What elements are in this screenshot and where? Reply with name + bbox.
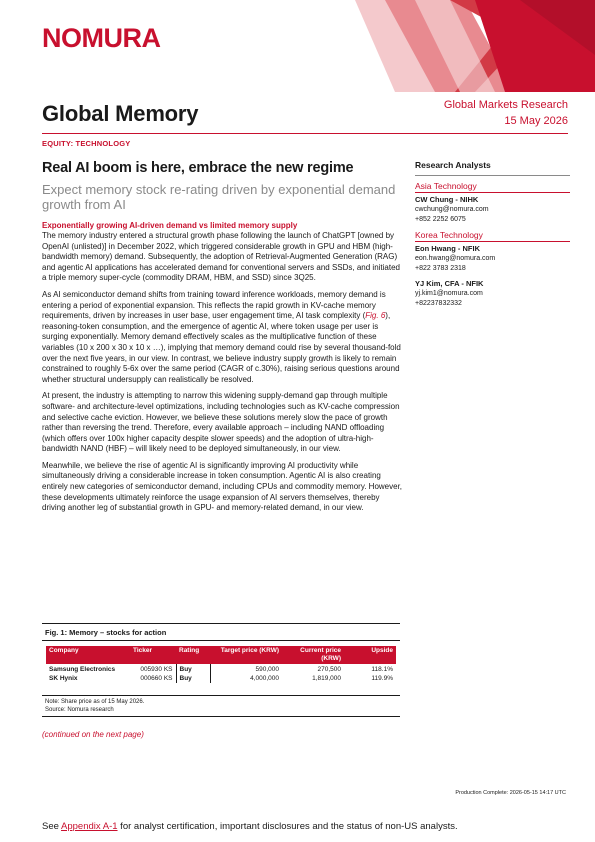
- figure-notes: [42, 695, 400, 714]
- analyst-phone: +822 3783 2318: [415, 265, 466, 272]
- col-ticker: Ticker: [130, 646, 176, 664]
- figure-title: Fig. 1: Memory – stocks for action: [42, 624, 400, 641]
- analyst-name: Eon Hwang - NFIK: [415, 244, 480, 253]
- report-title: Global Memory: [42, 101, 199, 126]
- analyst-yj-kim: [415, 279, 570, 309]
- figure-note: Note: Share price as of 15 May 2026.: [45, 699, 145, 705]
- logo-text: NOMURA: [42, 23, 161, 52]
- sector-label: EQUITY: TECHNOLOGY: [42, 139, 131, 148]
- subheadline: Expect memory stock re-rating driven by exponential demand growth from AI: [42, 182, 396, 212]
- cell-company: SK Hynix: [49, 675, 78, 682]
- continued-note: (continued on the next page): [42, 730, 144, 739]
- col-target-price: Target price (KRW): [210, 646, 282, 664]
- stocks-table: [46, 646, 396, 683]
- table-row: [46, 664, 396, 674]
- col-company: Company: [46, 646, 130, 664]
- paragraph-4: Meanwhile, we believe the rise of agentic AI is significantly improving AI productivity while simultaneously driving a considerable increase in token consumption. Agentic AI is also creating entirely new categories of semiconductor demand, including CPUs and commodity memory. However, these developments ultimately reinforce the usage expansion of AI servers themselves, thereby driving another leg of substantial growth in GPU- and memory-related demand, in our view.: [42, 460, 403, 513]
- analyst-phone: +82237832332: [415, 300, 462, 307]
- col-upside: Upside: [344, 646, 396, 664]
- figure-bottom-rule: [42, 716, 400, 717]
- cell-company: Samsung Electronics: [49, 666, 116, 673]
- analyst-name: YJ Kim, CFA - NFIK: [415, 279, 484, 288]
- figure-1: [42, 623, 400, 717]
- table-row: [46, 674, 396, 683]
- analyst-phone: +852 2252 6075: [415, 216, 466, 223]
- col-rating: Rating: [176, 646, 210, 664]
- analyst-email[interactable]: eon.hwang@nomura.com: [415, 255, 496, 262]
- analysts-sidebar: [415, 160, 570, 314]
- analyst-email[interactable]: cwchung@nomura.com: [415, 206, 489, 213]
- figure-source: Source: Nomura research: [45, 707, 114, 713]
- cell-upside: 118.1%: [371, 666, 393, 673]
- group-asia-technology: Asia Technology: [415, 181, 570, 193]
- paragraph-1: The memory industry entered a structural growth phase following the launch of ChatGPT [owned by OpenAI (unlisted)] in December 2022, which triggered considerable growth in GPU and HBM (high-bandwidth memory) demand. Subsequently, the adoption of Retrieval-Augmented Generation (RAG) and agentic AI applications has accelerated demand for conventional servers and SSDs, and initiated a triple memory super-cycle (commodity DRAM, HBM, and SSD) since 3Q25.: [42, 231, 400, 283]
- cell-upside: 119.9%: [371, 675, 393, 682]
- cell-current-price: 1,819,000: [312, 675, 341, 682]
- headline: Real AI boom is here, embrace the new regime: [42, 160, 354, 176]
- footer-prefix: See: [42, 821, 62, 832]
- header-divider: [42, 133, 568, 134]
- cell-ticker: 005930 KS: [140, 666, 173, 673]
- header-graphic: [355, 0, 595, 92]
- cell-target-price: 4,000,000: [210, 674, 282, 683]
- analyst-name: CW Chung - NIHK: [415, 195, 479, 204]
- division-label: Global Markets Research: [443, 99, 568, 111]
- table-header-row: [46, 646, 396, 664]
- section-heading: Exponentially growing AI-driven demand vs limited memory supply: [42, 221, 298, 230]
- analyst-cw-chung: [415, 195, 570, 225]
- cell-ticker: 000660 KS: [140, 675, 173, 682]
- nomura-logo: [42, 22, 182, 52]
- cell-target-price: 590,000: [210, 664, 282, 674]
- paragraph-2-text-b: ), reasoning-token consumption, and the emergence of agentic AI, where token usage per user is surging exponentially. Memory demand effectively scales as the multiplicative function of these variables (10 x 200 x 30 x 10 x …), implying that memory demand could rise by several thousand-fold over the next five years, in our view. In contrast, we believe industry supply growth is likely to remain constrained to roughly 5-6x over the same period (CAGR of c.30%), raising serious questions around whether structural undersupply can realistically be resolved.: [42, 311, 401, 384]
- analyst-email[interactable]: yj.kim1@nomura.com: [415, 290, 483, 297]
- disclosure-footer: [42, 821, 458, 832]
- cell-rating: Buy: [176, 674, 210, 683]
- header-meta: [444, 97, 568, 129]
- cell-current-price: 270,500: [317, 666, 341, 673]
- footer-suffix: for analyst certification, important disclosures and the status of non-US analysts.: [117, 821, 458, 832]
- analyst-eon-hwang: [415, 244, 570, 274]
- paragraph-2-text-a: As AI semiconductor demand shifts from training toward inference workloads, memory demand is entering a period of exponential expansion. This reflects the rapid growth in KV-cache memory requirements, driven by increases in user base, user engagement time, AI task complexity (: [42, 289, 386, 321]
- production-stamp: Production Complete: 2026-05-15 14:17 UTC: [455, 790, 566, 796]
- paragraph-2: [42, 290, 404, 385]
- appendix-link[interactable]: Appendix A-1: [61, 821, 118, 832]
- analysts-title: Research Analysts: [415, 160, 570, 176]
- group-korea-technology: Korea Technology: [415, 230, 570, 242]
- report-date: 15 May 2026: [504, 115, 568, 127]
- col-current-price: Current price (KRW): [282, 646, 344, 664]
- cell-rating: Buy: [176, 664, 210, 674]
- figure-6-link[interactable]: Fig. 6: [365, 311, 386, 321]
- paragraph-3: At present, the industry is attempting to narrow this widening supply-demand gap through multiple software- and architecture-level optimizations, including technologies such as KV-cache compression and selective cache eviction. However, we believe these solutions merely slow the pace of growth rather than reversing the trend. Therefore, every available approach – including NAND offloading (which offers over 100x higher capacity despite slower speeds) and the adoption of ultra-high-bandwidth NAND (HBF) – will likely need to be deployed simultaneously, in our view.: [42, 391, 400, 454]
- main-content: [42, 160, 404, 520]
